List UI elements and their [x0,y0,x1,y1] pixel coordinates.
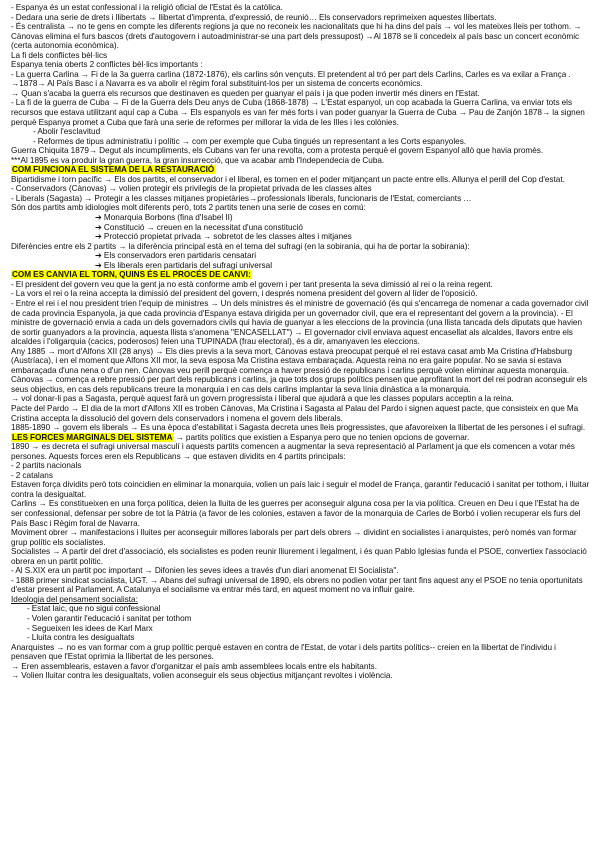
list-item: - Estat laic, que no sigui confessional [27,604,161,614]
paragraph: Socialistes → A partir del dret d'associació, els socialistes es poden reunir lliurement i legalment, i és quan Pablo Iglesias funda el PSOE, convertiex l'associació obrera en un partit polític. [11,547,587,566]
highlighted-heading: COM FUNCIONA EL SISTEMA DE LA RESTAURACIÓ [12,165,215,175]
highlighted-heading: LES FORCES MARGINALS DEL SISTEMA [12,432,173,442]
list-item: - Lluita contra les desigualtats [27,633,135,643]
paragraph: - És centralista → no te gens en compte les diferents regions ja que no reconeix les nacionalitats que hi ha dins del país → vol les mateixes lleis per tothom. → Cànovas elimina el furs bascos (drets d'autogovern i autoadministrar-se una part dels pressupost) →Al 1878 se li concedeix al país basc un concert econòmic (certa autonomia econòmica). [11,22,582,51]
paragraph: Carlins → Es constitueixen en una força política, deien la lluita de les guerres per aconseguir alguna cosa per la via política. Creuen en Deu i que l'Estat ha de ser confessional, defensar per sobre de tot la Pàtria (a favor de les colonies, estaven a favor de la monarquia de Carles de Borbó i volien recuperar els furs del País Basc i Règim foral de Navarra. [11,499,581,528]
paragraph: 1890 → es decreta el sufragi universal masculí i aquests partits comencen a augmentar la seva representació al Parlament ja que els comencen a votar més persones. Aquests forces eren els Republicans → que estaven dividits en 4 partits principals: [11,442,575,461]
paragraph: - Espanya és un estat confessional i la religió oficial de l'Estat és la catòlica. [11,3,283,12]
arrow-list-item: ➔ Monarquia Borbons (fina d'Isabel II) [95,213,233,223]
paragraph: - El president del govern veu que la gent ja no està conforme amb el govern i per tant presenta la seva dimissió al rei o la reina regent. [11,279,493,289]
paragraph: → Volien lluitar contra les desigualtats, volien aconseguir els seus objectius mitjançant revoltes i violència. [11,671,393,681]
paragraph: Estaven força dividits però tots coincidien en eliminar la monarquia, volien un país laic i seguir el model de França, garantir l'educació i sanitat per tothom, i lluitar contra la desigualtat. [11,480,590,499]
arrow-list-item: ➔ Els liberals eren partidaris del sufragi universal [95,260,273,270]
paragraph: Cànovas → comença a rebre pressió per part dels republicans i carlins, ja que tots dos grups polítics pensen que aprofitant la mort del rei podran aconseguir els seus objectius, en cas dels republicans treure la monarquia i en cas dels carlins implantar la seva línia dinàstica a la monarquia. [11,375,588,394]
paragraph: ***Al 1895 es va produir la gran guerra, la gran insurrecció, que va acabar amb l'Independecia de Cuba. [11,155,385,165]
paragraph: → Eren assemblearis, estaven a favor d'organitzar el país amb assemblees locals entre els habitants. [11,661,378,671]
underlined-subheading [11,595,590,605]
paragraph: - 1888 primer sindicat socialista, UGT. → Abans del sufragi universal de 1890, els obrers no podien votar per tant fins aquest any el PSOE no tenia oportunitats d'estar present al Parlament. A Catalunya el socialisme va entrar més tard, en aquest moment no va influir gaire. [11,575,583,595]
heading-continuation: → partits polítics que existien a Espanya pero que no tenien opcions de governar. [175,432,470,442]
paragraph: Anarquistes → no es van formar com a grup polític perquè estaven en contra de l'Estat, de votar i dels partits polítics-- creien en la llibertat de l'individu i pensaven que l'Estat oprimia la llibertat de les persones. [11,642,557,662]
list-item: - Reformes de tipus administratiu i polític → com per exemple que Cuba tingués un representant a les Corts espanyoles. [33,136,467,146]
paragraph: - Al S.XIX era un partit poc important → Difonien les seves idees a través d'un diari anomenat El Socialista". [11,566,399,576]
paragraph: - Liberals (Sagasta) → Protegir a les classes mitjanes propietàries→professionals liberals, funcionaris de l'Estat, comerciants … [11,193,472,203]
paragraph: → Quan s'acaba la guerra els recursos que destinaven es queden per guanyar el país i ja que poden invertir més diners en l'Estat. [11,88,480,98]
paragraph: →1878→ Al País Basc i a Navarra es va abolir el règim foral substituint-los per un sistema de concerts econòmics. [11,79,423,89]
highlighted-heading: COM ES CANVIA EL TORN, QUINS ÉS EL PROCÉS DE CANVI: [12,270,251,280]
list-item: - 2 partits nacionals [11,461,82,471]
section-heading-forces [11,433,590,443]
paragraph: Guerra Chiquita 1879→ Degut als incumpliments, els Cubans van fer una revolta, com a protesta perquè el govern Espanyol allò que havia promès. [11,146,544,156]
paragraph: - La fi de la guerra de Cuba → Fi de la Guerra dels Deu anys de Cuba (1868-1878) → L'Estat espanyol, un cop acabada la Guerra Carlina, va enviar tots els recursos que estava utilitzant aquí cap a Cuba → Els espanyols es van fer més forts i van poder guanyar la Guerra de Cuba → Pau de Zanjón 1878→ la signen perquè Espanya promet a Cuba que farà una serie de reformes per millorar la vida de les Illes i les colònies. [11,98,585,127]
paragraph: - La vors el rei o la reina accepta la dimissió del president del govern, i després nomena president del govern al líder de l'oposició. [11,289,478,299]
paragraph: Pacte del Pardo → El dia de la mort d'Alfons XII es troben Cànovas, Ma Cristina i Sagasta al Palau del Pardo i signen aquest pacte, que consisteix en que Ma Cristina accepta la dissolució del govern dels conservadors i nomena el govern dels liberals. [11,403,579,423]
paragraph: - La guerra Carlina → Fi de la 3a guerra carlina (1872-1876), els carlins són vençuts. El pretendent al tró per part dels Carlins, Carles es va exilar a França . [11,69,571,79]
paragraph: Diferències entre els 2 partits → la diferència principal està en el tema del sufragi (en la sobirania, qui ha de portar la sobirania): [11,241,470,251]
paragraph: → vol donar-li pas a Sagasta, perquè aquest farà un govern progressista i liberal que ajudarà a que les classes populars acceptin a la reina. [11,394,514,404]
arrow-list-item: ➔ Protecció propietat privada → sobretot de les classes altes i mitjanes [95,232,352,242]
paragraph: Any 1885 → mort d'Alfons XII (28 anys) → Els dies previs a la seva mort, Cànovas estava preocupat perquè el rei estava casat amb Ma Cristina d'Habsburg (Austríaca), i en el moment que Alfons XII mor, la seva esposa Ma Cristina estava embaraçada. Aquesta reina no era gaire popular. No se savia si estava embaraçada d'una nena o d'un nen. Cànovas veu perill perquè comença a haver pressió de republicans i carlins perquè volen eliminar aquesta monarquia. [11,346,573,375]
list-item: - 2 catalans [11,470,53,480]
paragraph: - Dedara una serie de drets i llibertats → llibertat d'imprenta, d'expressió, de reunió… Els conservadors reprimeixen aquestes llibertats. [11,12,497,22]
paragraph: Espanya tenia oberts 2 conflictes bèl·lics importants : [11,60,203,70]
list-item: - Volen garantir l'educació i sanitat per tothom [27,614,192,623]
paragraph: - Conservadors (Cànovas) → volien protegir els privilegis de la propietat privada de les classes altes [11,184,372,194]
subheading: La fi dels conflictes bèl·lics [11,50,108,60]
arrow-list-item: ➔ Constitució → creuen en la necessitat d'una constitució [95,222,303,232]
paragraph: Moviment obrer → manifestacions i lluites per aconseguir millores laborals per part dels obrers → dividint en socialistes i anarquistes, però només van formar grup polític els socialistes. [11,528,577,547]
list-item: - Abolir l'esclavitud [33,127,101,137]
paragraph: - Entre el rei i el nou president trien l'equip de ministres → Un dels ministres és el ministre de governació (és qui s'encarrega de nomenar a cada governador civil de cada provincia Espanyola, ja que cada provincia d'Espanya estava dirigida per un governador civil, que era el representant del govern a la provincia). - El ministre de governació envia a cada un dels governadors civils qui havia de guanyar a les eleccions de la provincia (una llista tancada dels diputats que havien de sortir guanyadors a la provincia, aquesta llista s'anomena "ENCASELLAT") → El governador civil enviava aquest encasellat als alcaldes, llavors entre els alcaldes i l'oligarquia (cacics, poderosos) feien una TUPINADA (frau electoral), és a dir, amanyaven les eleccions. [11,298,589,347]
list-item: - Segueixen les idees de Karl Marx [27,623,153,633]
paragraph: Són dos partits amb idiologies molt diferents però, tots 2 partits tenen una serie de coses en comú: [11,203,366,213]
section-heading-torn [11,270,590,280]
paragraph: 1885-1890 → govern els liberals → Es una època d'estabilitat i Sagasta decreta unes lleis progressistes, que afavoreixen la llibertat de les persones i el sufragi. [11,423,586,433]
paragraph: Bipartidisme i torn pacífic → Els dos partits, el conservador i el liberal, es tornen en el poder mitjançant un pacte entre ells. Allunya el perill del Cop d'estat. [11,174,565,184]
arrow-list-item: ➔ Els conservadors eren partidaris censatari [95,251,257,261]
section-heading-restauracio [11,165,590,175]
underlined-text: Ideologia del pensament socialista: [11,594,138,604]
